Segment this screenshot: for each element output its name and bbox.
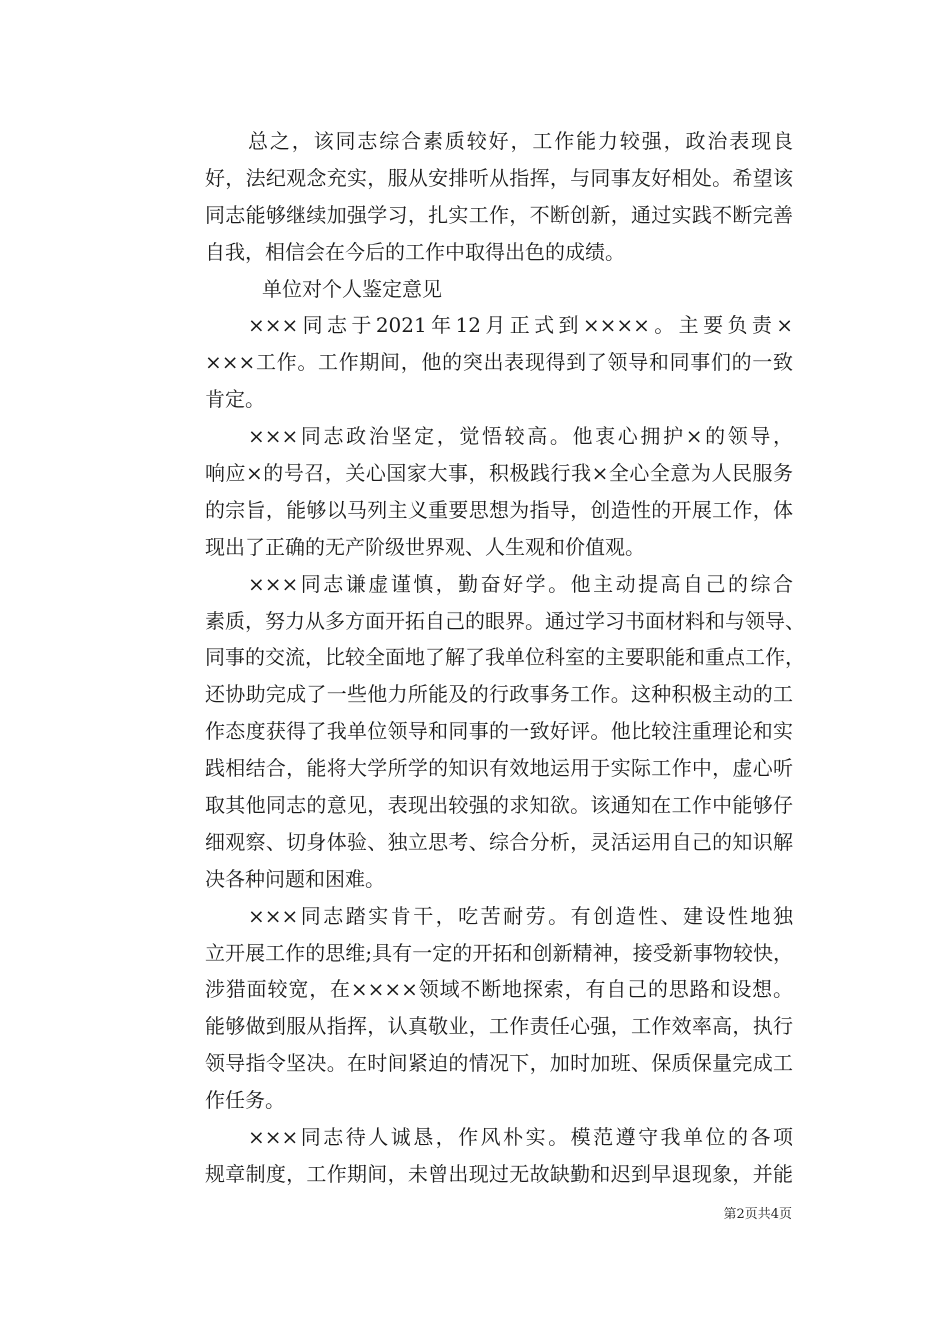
- text-line: 践相结合，能将大学所学的知识有效地运用于实际工作中，虚心听: [205, 756, 793, 781]
- text-line: 同事的交流，比较全面地了解了我单位科室的主要职能和重点工作，: [205, 645, 805, 670]
- text-line: ×××同志待人诚恳，作风朴实。模范遵守我单位的各项: [248, 1125, 793, 1150]
- text-line: 规章制度，工作期间，未曾出现过无故缺勤和迟到早退现象，并能: [205, 1161, 793, 1186]
- text-line: ×××同志谦虚谨慎，勤奋好学。他主动提高自己的综合: [248, 571, 793, 596]
- section-heading: 单位对个人鉴定意见: [262, 276, 442, 301]
- text-line: 同志能够继续加强学习，扎实工作，不断创新，通过实践不断完善: [205, 202, 793, 227]
- text-line: ×××同志踏实肯干，吃苦耐劳。有创造性、建设性地独: [248, 903, 793, 928]
- text-line: ×××工作。工作期间，他的突出表现得到了领导和同事们的一致: [205, 350, 793, 375]
- text-line: 的宗旨，能够以马列主义重要思想为指导，创造性的开展工作，体: [205, 497, 793, 522]
- text-line: 好，法纪观念充实，服从安排听从指挥，与同事友好相处。希望该: [205, 165, 793, 190]
- text-line: 取其他同志的意见，表现出较强的求知欲。该通知在工作中能够仔: [205, 793, 793, 818]
- text-line: 细观察、切身体验、独立思考、综合分析，灵活运用自己的知识解: [205, 829, 793, 854]
- text-line: 肯定。: [205, 387, 265, 412]
- text-line: 素质，努力从多方面开拓自己的眼界。通过学习书面材料和与领导、: [205, 608, 805, 633]
- text-line: ×××同志于2021年12月正式到××××。主要负责×: [248, 313, 793, 338]
- text-line: 还协助完成了一些他力所能及的行政事务工作。这种积极主动的工: [205, 682, 793, 707]
- text-line: 响应×的号召，关心国家大事，积极践行我×全心全意为人民服务: [205, 461, 793, 486]
- text-line: 领导指令坚决。在时间紧迫的情况下，加时加班、保质保量完成工: [205, 1051, 793, 1076]
- text-line: 能够做到服从指挥，认真敬业，工作责任心强，工作效率高，执行: [205, 1014, 793, 1039]
- text-line: 总之，该同志综合素质较好，工作能力较强，政治表现良: [248, 129, 793, 153]
- text-line: 作任务。: [205, 1088, 285, 1113]
- text-line: 现出了正确的无产阶级世界观、人生观和价值观。: [205, 534, 645, 559]
- text-line: 决各种问题和困难。: [205, 866, 385, 891]
- text-line: 涉猎面较宽，在××××领域不断地探索，有自己的思路和设想。: [205, 977, 793, 1002]
- text-line: ×××同志政治坚定，觉悟较高。他衷心拥护×的领导，: [248, 424, 793, 449]
- text-line: 立开展工作的思维;具有一定的开拓和创新精神，接受新事物较快，: [205, 940, 793, 965]
- text-line: 自我，相信会在今后的工作中取得出色的成绩。: [205, 239, 625, 264]
- document-body: [205, 123, 805, 1193]
- page-number: 第2页共4页: [723, 1207, 792, 1222]
- text-line: 作态度获得了我单位领导和同事的一致好评。他比较注重理论和实: [205, 719, 793, 744]
